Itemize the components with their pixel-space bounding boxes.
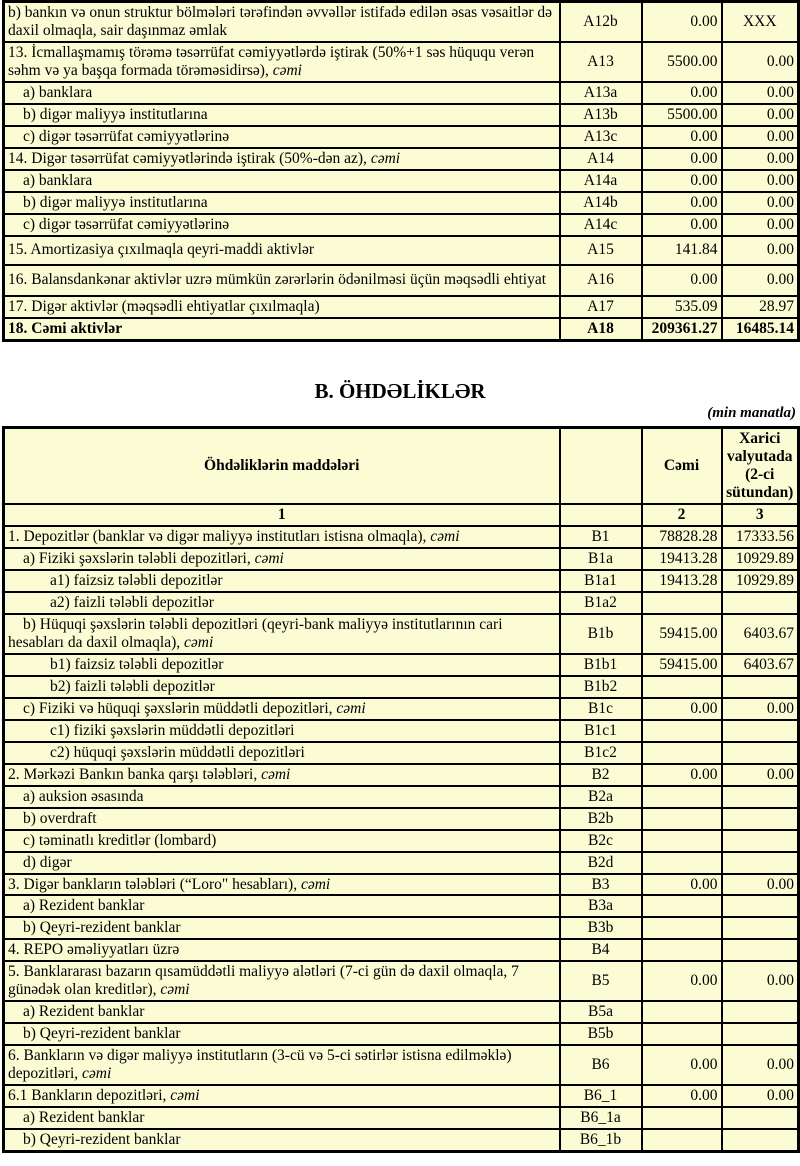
row-value-total: 209361.27 [642, 318, 722, 341]
row-label-cell [4, 296, 560, 318]
row-value-fx [722, 1001, 799, 1023]
row-value-total: 78828.28 [642, 526, 722, 548]
col-number-code [560, 504, 642, 526]
row-label: 15. Amortizasiya çıxılmaqla qeyri-maddi aktivlər [8, 241, 315, 259]
table-row [4, 318, 799, 341]
table-row [4, 82, 799, 104]
table-row [4, 42, 799, 82]
row-value-total [642, 895, 722, 917]
row-label-italic: cəmi [300, 875, 331, 893]
row-value-fx [722, 917, 799, 939]
row-value-fx [722, 895, 799, 917]
table-row [4, 614, 799, 654]
row-value-fx [722, 808, 799, 830]
row-label-cell [4, 786, 560, 808]
row-label: 16. Balansdankənar aktivlər uzrə mümkün zərərlərin ödənilməsi üçün məqsədli ehtiyat [8, 271, 547, 289]
table-row [4, 830, 799, 852]
unit-note: (min manatla) [707, 405, 796, 422]
row-label-cell [4, 852, 560, 874]
row-value-total: 0.00 [642, 148, 722, 170]
row-label-cell [4, 917, 560, 939]
row-label-italic: cəmi [370, 149, 401, 167]
col-header-total: Cəmi [642, 428, 722, 504]
row-code: B1b2 [560, 676, 642, 698]
table-row [4, 786, 799, 808]
row-label-cell [4, 720, 560, 742]
row-value-total [642, 939, 722, 961]
row-code: B1c2 [560, 742, 642, 764]
row-value-total [642, 808, 722, 830]
row-label-cell [4, 698, 560, 720]
row-label: b) Qeyri-rezident banklar [23, 919, 181, 937]
table-row [4, 126, 799, 148]
row-label: b) Qeyri-rezident banklar [23, 1025, 181, 1043]
row-value-fx [722, 1107, 799, 1129]
row-code: A14a [560, 170, 642, 192]
col-header-fx: Xarici valyutada (2-ci sütundan) [722, 428, 799, 504]
row-label: c) Fiziki və hüquqi şəxslərin müddətli depozitləri, [23, 699, 337, 717]
row-value-total: 141.84 [642, 236, 722, 265]
row-value-fx: 0.00 [722, 1045, 799, 1085]
row-code: B1c1 [560, 720, 642, 742]
row-value-fx [722, 852, 799, 874]
row-value-fx: 6403.67 [722, 614, 799, 654]
row-code: B1b [560, 614, 642, 654]
row-label: b) overdraft [23, 809, 97, 827]
row-code: B1b1 [560, 654, 642, 676]
row-label-cell [4, 170, 560, 192]
row-value-total [642, 917, 722, 939]
row-label-italic: cəmi [272, 61, 302, 79]
row-code: A13a [560, 82, 642, 104]
row-code: B1a [560, 548, 642, 570]
row-label: a) Fiziki şəxslərin tələbli depozitləri, [23, 549, 255, 567]
row-value-fx: 0.00 [722, 698, 799, 720]
row-label-cell [4, 961, 560, 1001]
row-value-fx [722, 830, 799, 852]
row-code: B5b [560, 1023, 642, 1045]
row-value-fx [722, 720, 799, 742]
row-label: a) auksion əsasında [23, 787, 144, 805]
row-value-total: 0.00 [642, 170, 722, 192]
row-value-fx: 28.97 [722, 296, 799, 318]
row-code: B6_1a [560, 1107, 642, 1129]
row-label-cell [4, 42, 560, 82]
row-value-total [642, 1001, 722, 1023]
row-label-italic: cəmi [184, 633, 214, 651]
row-code: B5 [560, 961, 642, 1001]
row-value-total: 0.00 [642, 961, 722, 1001]
row-code: B6_1b [560, 1129, 642, 1151]
table-row [4, 742, 799, 764]
row-label-italic: cəmi [261, 765, 291, 783]
row-label-cell [4, 1045, 560, 1085]
row-value-fx [722, 939, 799, 961]
row-value-fx [722, 676, 799, 698]
row-label: c2) hüquqi şəxslərin müddətli depozitləri [50, 743, 305, 761]
row-value-total: 59415.00 [642, 614, 722, 654]
row-value-fx: 0.00 [722, 764, 799, 786]
row-value-fx: 10929.89 [722, 570, 799, 592]
table-row [4, 1085, 799, 1107]
row-label-italic: cəmi [82, 1065, 112, 1083]
row-value-total: 0.00 [642, 126, 722, 148]
row-value-fx: 0.00 [722, 1085, 799, 1107]
row-value-fx: 0.00 [722, 170, 799, 192]
row-label-cell [4, 742, 560, 764]
row-code: A14 [560, 148, 642, 170]
row-code: B5a [560, 1001, 642, 1023]
row-code: B2c [560, 830, 642, 852]
table-row [4, 764, 799, 786]
liabilities-table [2, 426, 800, 1153]
row-value-total [642, 852, 722, 874]
row-value-fx [722, 592, 799, 614]
table-row [4, 592, 799, 614]
row-label: c) təminatlı kreditlər (lombard) [23, 831, 217, 849]
row-value-fx: 10929.89 [722, 548, 799, 570]
row-value-fx: 0.00 [722, 104, 799, 126]
col-number-2: 2 [642, 504, 722, 526]
col-number-3: 3 [722, 504, 799, 526]
row-code: B1a1 [560, 570, 642, 592]
row-code: B3 [560, 874, 642, 896]
table-row [4, 852, 799, 874]
row-code: B4 [560, 939, 642, 961]
row-value-total: 535.09 [642, 296, 722, 318]
row-code: A14c [560, 214, 642, 236]
row-code: B2a [560, 786, 642, 808]
row-label-cell [4, 214, 560, 236]
liabilities-table-body [4, 526, 799, 1152]
row-label-cell [4, 654, 560, 676]
row-label: 2. Mərkəzi Bankın banka qarşı tələbləri, [8, 765, 262, 783]
table-row [4, 548, 799, 570]
row-code: A16 [560, 265, 642, 296]
table-row [4, 1107, 799, 1129]
row-value-fx: 17333.56 [722, 526, 799, 548]
row-code: B6 [560, 1045, 642, 1085]
row-label-cell [4, 939, 560, 961]
assets-table-body [4, 2, 799, 341]
row-value-fx [722, 1129, 799, 1151]
row-label: b) Hüquqi şəxslərin tələbli depozitləri (qeyri-bank maliyyə institutlarının cari hesabları da daxil olmaqla), [8, 615, 503, 651]
row-label: c1) fiziki şəxslərin müddətli depozitləri [50, 721, 295, 739]
table-row [4, 214, 799, 236]
row-label: d) digər [23, 853, 72, 871]
row-label-cell [4, 82, 560, 104]
row-value-total [642, 786, 722, 808]
row-label: 18. Cəmi aktivlər [8, 319, 123, 337]
table-row [4, 170, 799, 192]
row-label: a) banklara [23, 171, 93, 189]
row-label: 5. Banklararası bazarın qısamüddətli maliyyə alətləri (7-ci gün də daxil olmaqla, 7 günədək olan kreditlər), [8, 963, 519, 999]
table-row [4, 961, 799, 1001]
row-label-cell [4, 614, 560, 654]
assets-table [2, 0, 800, 342]
row-label-cell [4, 895, 560, 917]
row-code: A13c [560, 126, 642, 148]
table-row [4, 236, 799, 265]
row-label-cell [4, 570, 560, 592]
row-code: B1c [560, 698, 642, 720]
row-label: c) digər təsərrüfat cəmiyyətlərinə [23, 127, 230, 145]
row-value-fx: 0.00 [722, 236, 799, 265]
row-label: b) digər maliyyə institutlarına [23, 105, 208, 123]
row-code: A13 [560, 42, 642, 82]
row-value-total: 5500.00 [642, 42, 722, 82]
row-label-cell [4, 1023, 560, 1045]
table-row [4, 1001, 799, 1023]
row-value-total: 0.00 [642, 764, 722, 786]
row-label: 1. Depozitlər (banklar və digər maliyyə institutları istisna olmaqla), [8, 528, 431, 545]
row-label: 6. Bankların və digər maliyyə institutların (3-cü və 5-ci sətirlər istisna edilməklə) depozitləri, [8, 1047, 512, 1083]
row-value-total: 0.00 [642, 1085, 722, 1107]
row-label-cell [4, 1129, 560, 1151]
row-label-cell [4, 874, 560, 896]
row-label-cell [4, 592, 560, 614]
row-value-total: 0.00 [642, 214, 722, 236]
row-code: B1a2 [560, 592, 642, 614]
liabilities-table-head [4, 428, 799, 526]
row-value-total: 0.00 [642, 192, 722, 214]
row-code: B2b [560, 808, 642, 830]
row-value-total [642, 676, 722, 698]
table-row [4, 526, 799, 548]
row-label: a) Rezident banklar [23, 897, 145, 915]
row-code: A13b [560, 104, 642, 126]
row-value-total: 0.00 [642, 82, 722, 104]
row-value-total: 59415.00 [642, 654, 722, 676]
row-label: 13. İcmallaşmamış törəmə təsərrüfat cəmiyyətlərdə iştirak (50%+1 səs hüququ verən səhm və ya başqa formada törəməsidirsə), [8, 43, 535, 79]
row-label: b) Qeyri-rezident banklar [23, 1131, 181, 1149]
table-row [4, 895, 799, 917]
row-value-total: 0.00 [642, 874, 722, 896]
row-value-fx [722, 1023, 799, 1045]
col-number-1: 1 [4, 504, 560, 526]
row-value-fx: 0.00 [722, 874, 799, 896]
row-value-total: 0.00 [642, 2, 722, 42]
row-label-cell [4, 318, 560, 341]
row-label: 3. Digər bankların tələbləri (“Loro" hesabları), [8, 875, 301, 893]
row-label-cell [4, 236, 560, 265]
row-label-cell [4, 764, 560, 786]
row-code: B6_1 [560, 1085, 642, 1107]
table-row [4, 265, 799, 296]
table-row [4, 2, 799, 42]
row-value-fx: 0.00 [722, 192, 799, 214]
row-label-cell [4, 1107, 560, 1129]
row-label-cell [4, 548, 560, 570]
row-value-fx: XXX [722, 2, 799, 42]
row-label: c) digər təsərrüfat cəmiyyətlərinə [23, 215, 230, 233]
section-header [0, 342, 800, 426]
row-value-total [642, 830, 722, 852]
row-label-cell [4, 265, 560, 296]
table-row [4, 192, 799, 214]
row-label-italic: cəmi [160, 981, 190, 999]
row-label-cell [4, 1001, 560, 1023]
section-title: B. ÖHDƏLİKLƏR [314, 379, 486, 404]
row-value-total: 0.00 [642, 1045, 722, 1085]
table-row [4, 698, 799, 720]
col-header-items: Öhdəliklərin maddələri [4, 428, 560, 504]
row-label: a) Rezident banklar [23, 1003, 145, 1021]
row-value-fx: 16485.14 [722, 318, 799, 341]
row-label-cell [4, 830, 560, 852]
row-value-fx: 0.00 [722, 265, 799, 296]
row-value-fx: 0.00 [722, 214, 799, 236]
table-row [4, 654, 799, 676]
table-row [4, 720, 799, 742]
table-row [4, 570, 799, 592]
row-label-cell [4, 808, 560, 830]
col-header-code [560, 428, 642, 504]
row-label: b) bankın və onun struktur bölmələri tərəfindən əvvəllər istifadə edilən əsas vəsaitlər də daxil olmaqla, sair daşınmaz əmlak [8, 4, 553, 39]
row-label: a) banklara [23, 83, 93, 101]
row-code: B2d [560, 852, 642, 874]
row-value-total [642, 742, 722, 764]
row-label: 6.1 Bankların depozitləri, [8, 1087, 171, 1105]
column-header-row [4, 428, 799, 504]
table-row [4, 1045, 799, 1085]
row-value-total [642, 1129, 722, 1151]
row-code: B1 [560, 526, 642, 548]
row-value-total: 0.00 [642, 698, 722, 720]
row-value-total: 5500.00 [642, 104, 722, 126]
row-value-fx: 0.00 [722, 42, 799, 82]
table-row [4, 1129, 799, 1151]
column-number-row [4, 504, 799, 526]
row-label: a2) faizli tələbli depozitlər [50, 593, 214, 611]
row-label-cell [4, 192, 560, 214]
row-value-total [642, 720, 722, 742]
row-label-cell [4, 676, 560, 698]
row-label-cell [4, 1085, 560, 1107]
row-value-total [642, 1107, 722, 1129]
row-code: B2 [560, 764, 642, 786]
row-label-cell [4, 148, 560, 170]
row-value-fx: 0.00 [722, 148, 799, 170]
row-label-cell [4, 104, 560, 126]
row-label-cell [4, 126, 560, 148]
row-code: A18 [560, 318, 642, 341]
row-label-cell [4, 2, 560, 42]
row-code: A14b [560, 192, 642, 214]
row-value-fx [722, 786, 799, 808]
table-row [4, 148, 799, 170]
row-value-fx: 0.00 [722, 961, 799, 1001]
row-label: 4. REPO əməliyyatları üzrə [8, 941, 180, 959]
row-label: a1) faizsiz tələbli depozitlər [50, 571, 223, 589]
table-row [4, 104, 799, 126]
row-value-fx [722, 742, 799, 764]
row-code: B3b [560, 917, 642, 939]
row-label: 14. Digər təsərrüfat cəmiyyətlərində iştirak (50%-dən az), [8, 149, 371, 167]
row-value-fx: 0.00 [722, 82, 799, 104]
row-value-fx: 6403.67 [722, 654, 799, 676]
row-code: A12b [560, 2, 642, 42]
row-label-cell [4, 526, 560, 548]
table-row [4, 676, 799, 698]
row-label: b1) faizsiz tələbli depozitlər [50, 655, 224, 673]
table-row [4, 939, 799, 961]
table-row [4, 296, 799, 318]
row-code: B3a [560, 895, 642, 917]
row-label: b) digər maliyyə institutlarına [23, 193, 208, 211]
table-row [4, 1023, 799, 1045]
row-label: b2) faizli tələbli depozitlər [50, 677, 215, 695]
row-value-total [642, 1023, 722, 1045]
row-label-italic: cəmi [430, 528, 460, 545]
row-value-total: 19413.28 [642, 548, 722, 570]
table-row [4, 917, 799, 939]
row-value-total: 19413.28 [642, 570, 722, 592]
table-row [4, 874, 799, 896]
row-value-fx: 0.00 [722, 126, 799, 148]
row-value-total: 0.00 [642, 265, 722, 296]
row-value-total [642, 592, 722, 614]
row-label: 17. Digər aktivlər (məqsədli ehtiyatlar çıxılmaqla) [8, 297, 320, 315]
row-code: A15 [560, 236, 642, 265]
row-label-italic: cəmi [336, 699, 366, 717]
table-row [4, 808, 799, 830]
row-label-italic: cəmi [170, 1087, 200, 1105]
row-label-italic: cəmi [254, 549, 284, 567]
row-label: a) Rezident banklar [23, 1109, 145, 1127]
row-code: A17 [560, 296, 642, 318]
